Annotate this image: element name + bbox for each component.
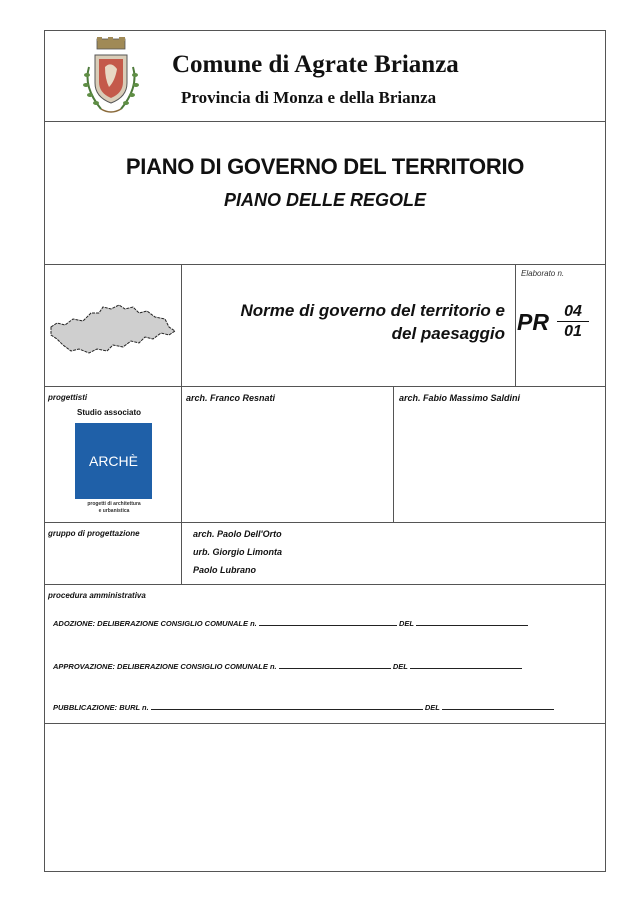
document-frame bbox=[44, 30, 606, 872]
approvazione-date-blank bbox=[410, 662, 522, 669]
document-number-top: 04 bbox=[557, 303, 589, 322]
document-number bbox=[557, 303, 589, 342]
title-section bbox=[45, 122, 605, 265]
arche-tagline-2: e urbanistica bbox=[98, 508, 130, 514]
divider bbox=[181, 265, 182, 386]
plan-subtitle: PIANO DELLE REGOLE bbox=[223, 190, 427, 210]
provincia-name: Provincia di Monza e della Brianza bbox=[181, 88, 437, 107]
arche-logo bbox=[75, 423, 152, 499]
gruppo-label: gruppo di progettazione bbox=[48, 529, 140, 538]
approvazione-text: APPROVAZIONE: DELIBERAZIONE CONSIGLIO COMUNALE n. bbox=[53, 662, 277, 671]
coat-of-arms-icon bbox=[75, 37, 147, 119]
adozione-date-blank bbox=[416, 619, 528, 626]
pubblicazione-date-blank bbox=[442, 703, 554, 710]
empty-section bbox=[45, 724, 605, 872]
approvazione-number-blank bbox=[279, 662, 391, 669]
document-name-line1: Norme di governo del territorio e bbox=[240, 301, 505, 320]
divider bbox=[393, 387, 394, 522]
header-section bbox=[45, 31, 605, 122]
divider bbox=[181, 387, 182, 522]
pubblicazione-line bbox=[53, 703, 554, 712]
approvazione-line bbox=[53, 662, 522, 671]
procedura-label: procedura amministrativa bbox=[48, 591, 146, 600]
arche-tagline-1: progetti di architettura bbox=[87, 501, 141, 507]
pubblicazione-del: DEL bbox=[424, 703, 440, 712]
divider bbox=[515, 265, 516, 386]
adozione-del: DEL bbox=[398, 619, 414, 628]
architect-2: arch. Fabio Massimo Saldini bbox=[399, 393, 521, 403]
gruppo-section bbox=[45, 523, 605, 585]
plan-title: PIANO DI GOVERNO DEL TERRITORIO bbox=[125, 154, 525, 179]
arche-logo-text: ARCHÈ bbox=[88, 453, 138, 469]
arche-tagline bbox=[67, 501, 161, 515]
studio-label: Studio associato bbox=[77, 408, 142, 417]
elaborato-label: Elaborato n. bbox=[521, 269, 565, 278]
adozione-number-blank bbox=[259, 619, 397, 626]
progettisti-label: progettisti bbox=[48, 393, 88, 402]
progettisti-section bbox=[45, 387, 605, 523]
document-name bbox=[185, 299, 505, 345]
architect-1: arch. Franco Resnati bbox=[186, 393, 276, 403]
document-name-line2: del paesaggio bbox=[391, 324, 505, 343]
pubblicazione-text: PUBBLICAZIONE: BURL n. bbox=[53, 703, 149, 712]
gruppo-member: Paolo Lubrano bbox=[193, 565, 256, 575]
document-number-bottom: 01 bbox=[564, 323, 582, 340]
procedura-section bbox=[45, 585, 605, 724]
document-info-section bbox=[45, 265, 605, 387]
adozione-line bbox=[53, 619, 528, 628]
gruppo-member: arch. Paolo Dell'Orto bbox=[193, 529, 282, 539]
document-code: PR bbox=[517, 309, 549, 335]
approvazione-del: DEL bbox=[392, 662, 408, 671]
adozione-text: ADOZIONE: DELIBERAZIONE CONSIGLIO COMUNALE n. bbox=[53, 619, 257, 628]
gruppo-member: urb. Giorgio Limonta bbox=[193, 547, 282, 557]
divider bbox=[181, 523, 182, 584]
territory-map-icon bbox=[47, 283, 179, 365]
comune-name: Comune di Agrate Brianza bbox=[172, 51, 459, 78]
pubblicazione-number-blank bbox=[151, 703, 423, 710]
